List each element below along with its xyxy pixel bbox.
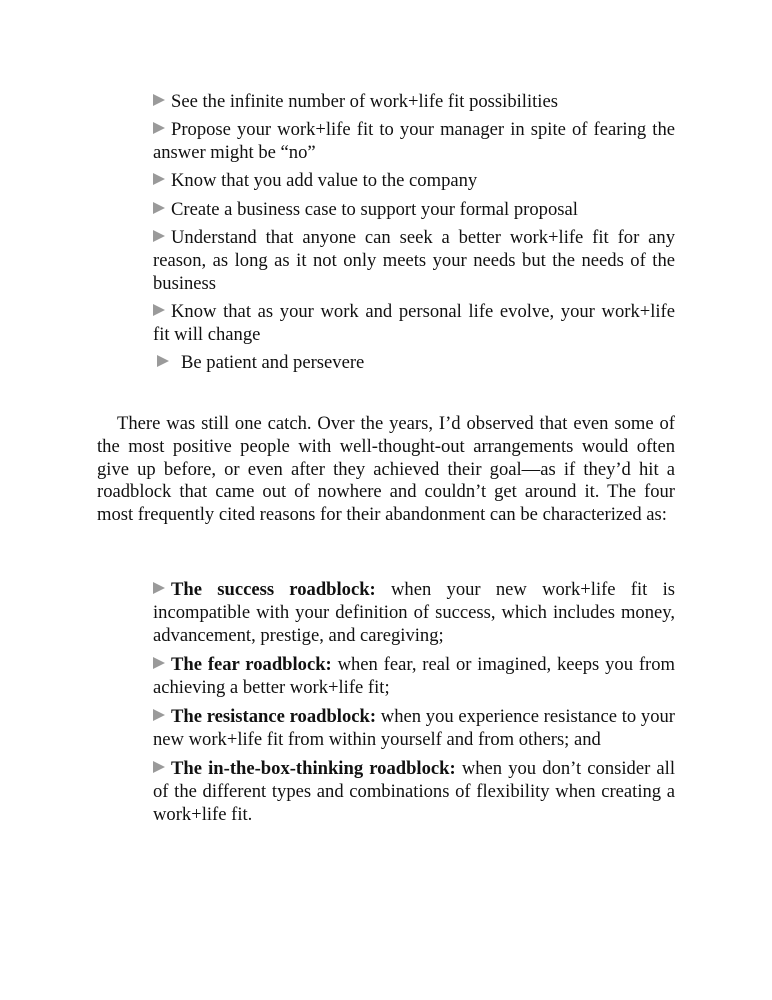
list-item-text: See the infinite number of work+life fit possibilities [171, 91, 558, 112]
list-item-text: Be patient and persevere [181, 351, 365, 373]
roadblock-term: The fear roadblock: [171, 653, 332, 675]
list-item [153, 91, 675, 114]
list-item [153, 119, 675, 165]
roadblock-description: when your new work+life fit is incompatible with your definition of success, which includes money, advancement, prestige, and caregiving; [153, 579, 675, 646]
list-item [153, 301, 675, 347]
triangle-arrow-icon [153, 202, 165, 214]
roadblock-term: The in-the-box-thinking roadblock: [171, 758, 456, 780]
action-checklist [153, 91, 675, 380]
list-item-text: Create a business case to support your formal proposal [171, 198, 578, 220]
triangle-arrow-icon [153, 94, 165, 106]
triangle-arrow-icon [153, 709, 165, 721]
triangle-arrow-icon [153, 122, 165, 134]
list-item-text: Know that you add value to the company [171, 170, 478, 192]
roadblock-item [153, 758, 675, 826]
body-paragraph: There was still one catch. Over the years, I’d observed that even some of the most positive people with well-thought-out arrangements would often give up before, or even after they achieved their goal—as if they’d hit a roadblock that came out of nowhere and couldn’t get around it. The four most frequently cited reasons for their abandonment can be characterized as: [97, 413, 675, 526]
list-item-text: Propose your work+life fit to your manager in spite of fearing the answer might be “no” [153, 119, 675, 164]
list-item-text: Know that as your work and personal life evolve, your work+life fit will change [153, 300, 675, 345]
roadblock-description: when you experience resistance to your new work+life fit from within yourself and from others; and [153, 705, 675, 750]
roadblock-item [153, 654, 675, 700]
triangle-arrow-icon [153, 230, 165, 242]
triangle-arrow-icon [153, 304, 165, 316]
roadblock-term: The resistance roadblock: [171, 705, 377, 727]
list-item [153, 170, 675, 193]
triangle-arrow-icon [153, 761, 165, 773]
roadblock-term: The success roadblock: [171, 579, 376, 600]
roadblock-description: when you don’t consider all of the different types and combinations of flexibility when creating a work+life fit. [153, 758, 675, 825]
roadblock-item [153, 706, 675, 752]
list-item [153, 199, 675, 222]
triangle-arrow-icon [153, 582, 165, 594]
roadblock-list [153, 579, 675, 833]
roadblock-item [153, 579, 675, 647]
list-item [153, 227, 675, 295]
triangle-arrow-icon [153, 173, 165, 185]
list-item-text: Understand that anyone can seek a better work+life fit for any reason, as long as it not only meets your needs but the needs of the business [153, 226, 675, 294]
list-item [153, 352, 675, 375]
triangle-arrow-icon [157, 355, 169, 367]
roadblock-description: when fear, real or imagined, keeps you from achieving a better work+life fit; [153, 653, 675, 698]
triangle-arrow-icon [153, 657, 165, 669]
